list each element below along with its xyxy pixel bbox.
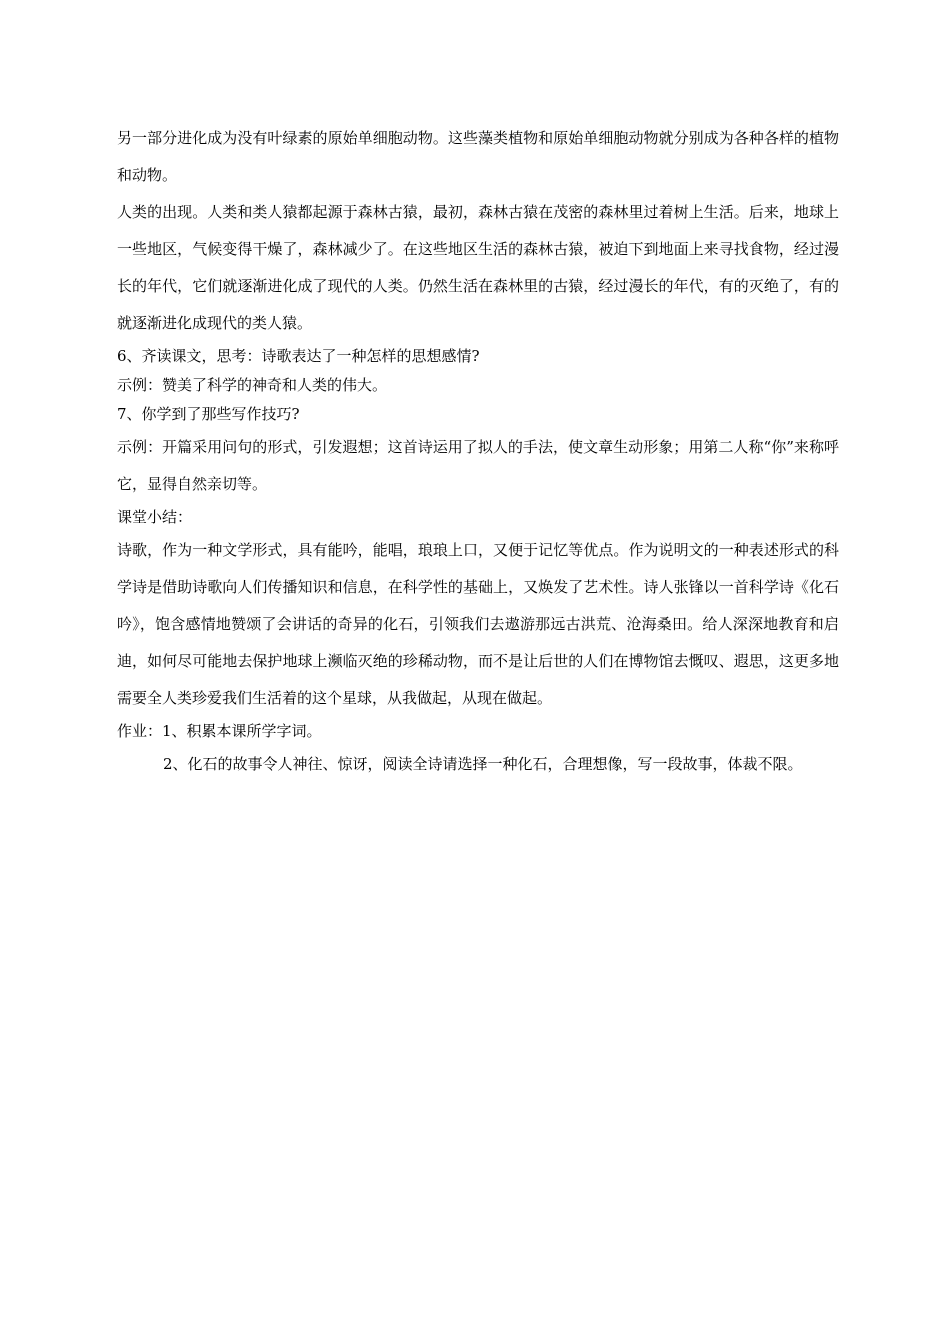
answer-7: 示例：开篇采用问句的形式，引发遐想；这首诗运用了拟人的手法，使文章生动形象；用第二人称“你”来称呼它，显得自然亲切等。 (117, 438, 839, 493)
document-body (117, 120, 839, 783)
homework-item-2: 2、化石的故事令人神往、惊讶，阅读全诗请选择一种化石，合理想像，写一段故事，体裁不限。 (163, 755, 803, 773)
lesson-summary-text: 诗歌，作为一种文学形式，具有能吟，能唱，琅琅上口，又便于记忆等优点。作为说明文的一种表述形式的科学诗是借助诗歌向人们传播知识和信息，在科学性的基础上，又焕发了艺术性。诗人张锋以一首科学诗《化石吟》，饱含感情地赞颂了会讲话的奇异的化石，引领我们去遨游那远古洪荒、沧海桑田。给人深深地教育和启迪，如何尽可能地去保护地球上濒临灭绝的珍稀动物，而不是让后世的人们在博物馆去慨叹、遐思，这更多地需要全人类珍爱我们生活着的这个星球，从我做起，从现在做起。 (117, 541, 839, 707)
answer-6: 示例：赞美了科学的神奇和人类的伟大。 (117, 376, 388, 394)
question-6: 6、齐读课文，思考：诗歌表达了一种怎样的思想感情? (117, 347, 480, 365)
lesson-summary-heading: 课堂小结： (117, 508, 193, 526)
paragraph-plant-animal-evolution: 另一部分进化成为没有叶绿素的原始单细胞动物。这些藻类植物和原始单细胞动物就分别成为各种各样的植物和动物。 (117, 129, 839, 184)
paragraph-human-origin: 人类的出现。人类和类人猿都起源于森林古猿，最初，森林古猿在茂密的森林里过着树上生活。后来，地球上一些地区，气候变得干燥了，森林减少了。在这些地区生活的森林古猿，被迫下到地面上来寻找食物，经过漫长的年代，它们就逐渐进化成了现代的人类。仍然生活在森林里的古猿，经过漫长的年代，有的灭绝了，有的就逐渐进化成现代的类人猿。 (117, 203, 839, 332)
homework-item-1: 作业：1、积累本课所学字词。 (117, 722, 322, 740)
question-7: 7、你学到了那些写作技巧? (117, 405, 300, 423)
